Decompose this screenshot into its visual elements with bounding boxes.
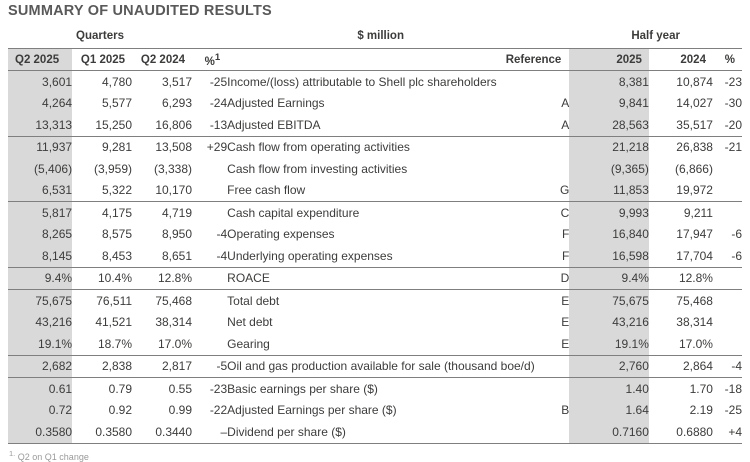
cell-q1-2025: 10.4%	[72, 267, 132, 290]
cell-pct-hy	[713, 312, 742, 334]
cell-hy-2024: 75,468	[649, 290, 713, 312]
cell-q2-2024: 0.99	[168, 403, 193, 418]
table-row	[8, 312, 742, 334]
cell-pct-hy	[713, 202, 742, 224]
cell-pct-hy	[713, 180, 742, 202]
cell-pct-hy: -25	[724, 403, 742, 418]
cell-label: Gearing	[227, 336, 270, 351]
cell-hy-2024: 9,211	[649, 202, 713, 224]
col-header-hy-2025: 2025	[569, 49, 649, 71]
cell-reference	[502, 378, 569, 400]
cell-hy-2024: 38,314	[676, 315, 713, 330]
cell-reference: G	[559, 183, 570, 198]
cell-q2-2024: 8,950	[161, 227, 193, 242]
cell-hy-2025: 9.4%	[569, 267, 649, 290]
footnote	[8, 444, 742, 462]
cell-hy-2025: 9,993	[569, 202, 649, 224]
cell-hy-2025: 11,853	[569, 180, 649, 202]
table-row	[8, 114, 742, 136]
cell-hy-2025: 16,840	[569, 224, 649, 246]
table-row	[8, 267, 742, 290]
cell-pct-quarter: -5	[192, 355, 227, 378]
cell-q2-2025: (5,406)	[8, 158, 72, 180]
cell-q2-2024: 38,314	[155, 315, 193, 330]
cell-pct-quarter	[192, 180, 227, 202]
group-header-half-year: Half year	[631, 30, 680, 42]
cell-q2-2025: 6,531	[8, 180, 72, 202]
cell-q1-2025: 5,577	[102, 96, 133, 111]
group-header-quarters: Quarters	[76, 30, 124, 42]
cell-q1-2025: 4,175	[72, 202, 132, 224]
cell-q1-2025: 8,453	[102, 248, 133, 263]
table-row	[8, 180, 742, 202]
cell-q1-2025: 9,281	[72, 136, 132, 158]
cell-hy-2024: 14,027	[676, 96, 713, 111]
table-row	[8, 400, 742, 422]
group-header-unit: $ million	[357, 30, 404, 42]
cell-pct-hy: -18	[713, 378, 742, 400]
col-header-pct-quarter	[192, 49, 227, 71]
cell-label: Oil and gas production available for sale (thousand boe/d)	[227, 355, 502, 378]
cell-hy-2025: 2,760	[569, 355, 649, 378]
cell-pct-hy	[713, 158, 742, 180]
cell-q2-2025: 8,145	[8, 245, 72, 267]
cell-q1-2025: 0.92	[108, 403, 133, 418]
cell-reference	[502, 136, 569, 158]
table-row	[8, 333, 742, 355]
table-row	[8, 71, 742, 93]
cell-reference: E	[561, 336, 570, 351]
cell-q1-2025: 18.7%	[98, 336, 133, 351]
cell-pct-quarter: -4	[216, 227, 228, 242]
cell-q2-2025: 8,265	[8, 224, 72, 246]
cell-hy-2025: 0.7160	[569, 421, 649, 443]
cell-reference	[502, 158, 569, 180]
col-header-q1-2025: Q1 2025	[72, 49, 132, 71]
cell-hy-2024: 17,704	[676, 248, 713, 263]
cell-label: Underlying operating expenses	[227, 248, 393, 263]
cell-label: Cash flow from investing activities	[227, 161, 408, 176]
cell-pct-hy: -20	[724, 117, 742, 132]
cell-hy-2025: 9,841	[569, 93, 649, 115]
table-row	[8, 136, 742, 158]
cell-q1-2025: 15,250	[95, 117, 133, 132]
table-row	[8, 245, 742, 267]
cell-label: Adjusted Earnings	[227, 96, 325, 111]
cell-pct-quarter	[192, 202, 227, 224]
cell-q2-2025: 5,817	[8, 202, 72, 224]
cell-label: Cash flow from operating activities	[227, 136, 502, 158]
cell-hy-2024: 0.6880	[649, 421, 713, 443]
summary-table-body	[8, 26, 742, 443]
col-header-q2-2024: Q2 2024	[132, 49, 192, 71]
cell-hy-2025: 43,216	[569, 312, 649, 334]
footnote-marker: 1.	[9, 448, 16, 458]
cell-hy-2024: 12.8%	[649, 267, 713, 290]
cell-q2-2025: 2,682	[8, 355, 72, 378]
cell-q2-2024: 75,468	[132, 290, 192, 312]
col-header-hy-2024: 2024	[649, 49, 713, 71]
cell-hy-2025: 21,218	[569, 136, 649, 158]
cell-pct-quarter: –	[192, 421, 227, 443]
cell-q2-2024: 4,719	[132, 202, 192, 224]
cell-label: Adjusted EBITDA	[227, 117, 321, 132]
table-row	[8, 290, 742, 312]
cell-q2-2025: 19.1%	[8, 333, 72, 355]
cell-q1-2025: 4,780	[72, 71, 132, 93]
cell-q2-2025: 43,216	[8, 312, 72, 334]
cell-q2-2024: 13,508	[132, 136, 192, 158]
cell-q2-2024: (3,338)	[153, 161, 193, 176]
cell-q2-2024: 8,651	[161, 248, 193, 263]
cell-reference: A	[561, 117, 570, 132]
cell-q1-2025: 76,511	[72, 290, 132, 312]
cell-reference: F	[561, 248, 570, 263]
cell-q2-2025: 0.61	[8, 378, 72, 400]
cell-pct-hy: -6	[731, 227, 742, 242]
cell-pct-hy: +4	[713, 421, 742, 443]
cell-hy-2025: 19.1%	[569, 333, 649, 355]
cell-pct-quarter	[192, 267, 227, 290]
cell-pct-hy: -6	[731, 248, 742, 263]
cell-pct-quarter: +29	[192, 136, 227, 158]
cell-label: Free cash flow	[227, 183, 306, 198]
cell-q2-2025: 9.4%	[8, 267, 72, 290]
cell-hy-2024: 2,864	[649, 355, 713, 378]
footnote-ref-1: 1	[214, 51, 221, 63]
cell-pct-quarter: -25	[192, 71, 227, 93]
cell-q2-2024: 3,517	[132, 71, 192, 93]
cell-label: ROACE	[227, 267, 502, 290]
cell-q2-2024: 0.55	[132, 378, 192, 400]
cell-reference: C	[502, 202, 569, 224]
cell-pct-hy	[713, 333, 742, 355]
cell-q2-2025: 13,313	[8, 114, 72, 136]
cell-pct-quarter: -24	[209, 96, 228, 111]
cell-label: Income/(loss) attributable to Shell plc shareholders	[227, 71, 502, 93]
cell-pct-quarter	[192, 312, 227, 334]
cell-reference: D	[502, 267, 569, 290]
cell-q2-2024: 17.0%	[157, 336, 193, 351]
cell-pct-quarter	[192, 333, 227, 355]
cell-q2-2024: 6,293	[161, 96, 193, 111]
pct-symbol: %	[204, 55, 215, 68]
cell-reference: E	[502, 290, 569, 312]
cell-q1-2025: 8,575	[102, 227, 133, 242]
col-header-pct-hy: %	[713, 49, 742, 71]
cell-pct-hy: -23	[713, 71, 742, 93]
cell-q2-2025: 0.72	[8, 400, 72, 422]
cell-q2-2024: 12.8%	[132, 267, 192, 290]
cell-pct-hy: -30	[724, 96, 742, 111]
cell-hy-2025: 1.64	[569, 400, 649, 422]
cell-reference	[502, 71, 569, 93]
table-row	[8, 224, 742, 246]
cell-hy-2024: 10,874	[649, 71, 713, 93]
cell-q2-2024: 10,170	[155, 183, 193, 198]
column-header-row	[8, 49, 742, 71]
cell-hy-2025: 75,675	[569, 290, 649, 312]
cell-hy-2025: 28,563	[569, 114, 649, 136]
table-row	[8, 378, 742, 400]
cell-q1-2025: 41,521	[95, 315, 133, 330]
cell-hy-2024: (6,866)	[674, 161, 713, 176]
cell-hy-2024: 26,838	[649, 136, 713, 158]
cell-q2-2025: 4,264	[8, 93, 72, 115]
cell-pct-hy: -21	[713, 136, 742, 158]
cell-hy-2024: 35,517	[676, 117, 713, 132]
cell-hy-2024: 19,972	[676, 183, 713, 198]
cell-hy-2024: 1.70	[649, 378, 713, 400]
page-title: SUMMARY OF UNAUDITED RESULTS	[8, 3, 272, 19]
cell-pct-quarter: -23	[192, 378, 227, 400]
cell-q1-2025: (3,959)	[94, 161, 133, 176]
table-row	[8, 202, 742, 224]
cell-q1-2025: 0.79	[72, 378, 132, 400]
cell-label: Cash capital expenditure	[227, 202, 502, 224]
cell-hy-2024: 17.0%	[678, 336, 713, 351]
table-row	[8, 355, 742, 378]
group-header-row	[8, 26, 742, 49]
col-header-reference: Reference	[502, 49, 569, 71]
cell-pct-hy	[713, 290, 742, 312]
cell-hy-2025: 16,598	[569, 245, 649, 267]
cell-q2-2024: 0.3440	[132, 421, 192, 443]
cell-pct-quarter: -22	[209, 403, 228, 418]
cell-label: Dividend per share ($)	[227, 421, 502, 443]
col-header-q2-2025: Q2 2025	[8, 49, 72, 71]
cell-hy-2024: 17,947	[676, 227, 713, 242]
col-header-label-spacer	[227, 49, 502, 71]
table-row	[8, 93, 742, 115]
cell-q2-2025: 75,675	[8, 290, 72, 312]
cell-q2-2025: 3,601	[8, 71, 72, 93]
cell-q1-2025: 2,838	[72, 355, 132, 378]
cell-hy-2024: 2.19	[689, 403, 713, 418]
cell-reference: A	[561, 96, 570, 111]
cell-q2-2024: 2,817	[132, 355, 192, 378]
cell-pct-quarter: -13	[209, 117, 228, 132]
table-row	[8, 158, 742, 180]
cell-label: Basic earnings per share ($)	[227, 378, 502, 400]
cell-q2-2025: 0.3580	[8, 421, 72, 443]
cell-pct-hy	[713, 267, 742, 290]
cell-q1-2025: 0.3580	[72, 421, 132, 443]
cell-label: Total debt	[227, 290, 502, 312]
footnote-text: Q2 on Q1 change	[17, 451, 89, 462]
summary-table	[8, 26, 742, 444]
cell-pct-hy: -4	[713, 355, 742, 378]
cell-reference: B	[561, 403, 570, 418]
cell-hy-2025: (9,365)	[569, 158, 649, 180]
cell-pct-quarter	[192, 290, 227, 312]
cell-label: Operating expenses	[227, 227, 335, 242]
cell-reference: E	[561, 315, 570, 330]
cell-reference: F	[561, 227, 570, 242]
cell-pct-quarter: -4	[216, 248, 228, 263]
cell-q2-2025: 11,937	[8, 136, 72, 158]
cell-q2-2024: 16,806	[155, 117, 193, 132]
cell-hy-2025: 8,381	[569, 71, 649, 93]
cell-pct-quarter	[192, 158, 227, 180]
cell-hy-2025: 1.40	[569, 378, 649, 400]
cell-label: Net debt	[227, 315, 273, 330]
cell-q1-2025: 5,322	[102, 183, 133, 198]
cell-label: Adjusted Earnings per share ($)	[227, 403, 397, 418]
